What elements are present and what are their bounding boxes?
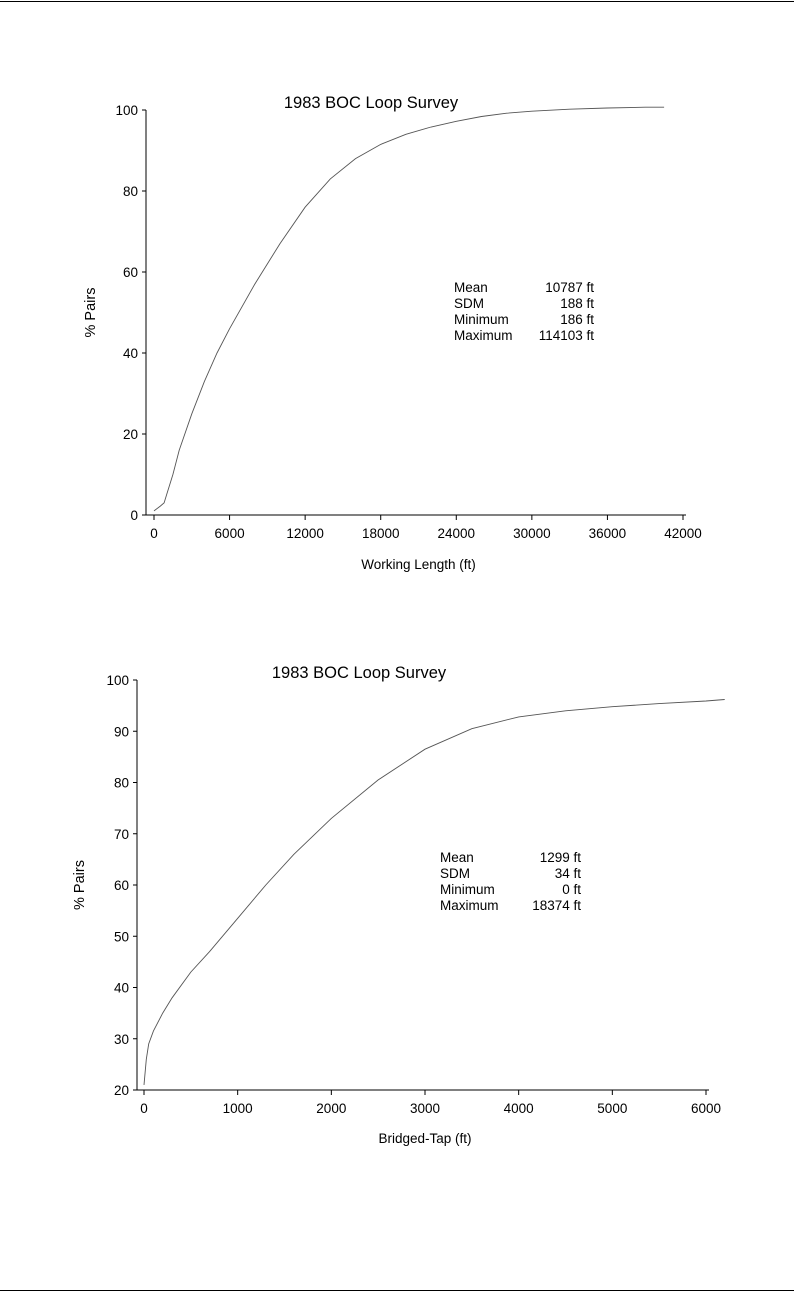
x-axis-label: Working Length (ft) bbox=[361, 557, 476, 572]
x-tick-label: 18000 bbox=[361, 526, 400, 541]
stat-label: SDM bbox=[454, 296, 484, 311]
x-tick-label: 2000 bbox=[316, 1101, 347, 1116]
page-bottom-rule bbox=[0, 1290, 794, 1291]
series-line bbox=[144, 700, 725, 1085]
x-tick-label: 0 bbox=[150, 526, 158, 541]
stat-value: 114103 ft bbox=[538, 328, 594, 343]
x-tick-label: 4000 bbox=[503, 1101, 534, 1116]
stat-label: Mean bbox=[454, 280, 488, 295]
x-tick-label: 1000 bbox=[222, 1101, 253, 1116]
stat-value: 0 ft bbox=[562, 882, 581, 897]
stat-value: 188 ft bbox=[560, 296, 594, 311]
y-tick-label: 80 bbox=[122, 184, 138, 199]
y-tick-label: 20 bbox=[113, 1083, 129, 1098]
stat-value: 10787 ft bbox=[545, 280, 594, 295]
stat-value: 186 ft bbox=[560, 312, 594, 327]
y-tick-label: 0 bbox=[130, 508, 138, 523]
x-tick-label: 30000 bbox=[513, 526, 551, 541]
stat-label: Mean bbox=[440, 850, 474, 865]
x-tick-label: 12000 bbox=[286, 526, 324, 541]
chart-title: 1983 BOC Loop Survey bbox=[271, 664, 447, 682]
x-tick-label: 3000 bbox=[409, 1101, 441, 1116]
y-tick-label: 70 bbox=[113, 826, 129, 842]
y-tick-label: 80 bbox=[113, 775, 129, 791]
x-tick-label: 42000 bbox=[664, 526, 702, 541]
stat-value: 18374 ft bbox=[532, 898, 581, 913]
y-axis-label: % Pairs bbox=[83, 287, 99, 338]
y-tick-label: 20 bbox=[122, 427, 138, 442]
y-tick-label: 100 bbox=[106, 673, 129, 688]
y-tick-label: 60 bbox=[122, 265, 138, 280]
stat-label: SDM bbox=[440, 866, 470, 881]
stat-label: Maximum bbox=[454, 328, 513, 343]
y-axis-label: % Pairs bbox=[72, 860, 88, 910]
x-tick-label: 36000 bbox=[588, 526, 627, 541]
x-tick-label: 6000 bbox=[690, 1101, 722, 1116]
chart-bridged-tap bbox=[0, 600, 794, 1200]
stat-label: Maximum bbox=[440, 898, 499, 913]
y-tick-label: 100 bbox=[115, 103, 138, 118]
x-tick-label: 0 bbox=[140, 1101, 148, 1116]
y-tick-label: 50 bbox=[113, 929, 129, 945]
chart-title: 1983 BOC Loop Survey bbox=[283, 94, 459, 112]
y-tick-label: 40 bbox=[122, 346, 138, 361]
x-tick-label: 24000 bbox=[437, 526, 476, 541]
y-tick-label: 90 bbox=[113, 724, 129, 740]
chart-working-length bbox=[0, 0, 794, 600]
stat-value: 34 ft bbox=[554, 866, 581, 881]
stat-label: Minimum bbox=[454, 312, 509, 327]
y-tick-label: 60 bbox=[113, 878, 129, 893]
y-tick-label: 40 bbox=[113, 980, 129, 996]
stat-value: 1299 ft bbox=[539, 850, 581, 865]
x-tick-label: 6000 bbox=[214, 526, 245, 541]
stat-label: Minimum bbox=[440, 882, 495, 897]
y-tick-label: 30 bbox=[113, 1031, 129, 1047]
x-tick-label: 5000 bbox=[597, 1101, 628, 1116]
x-axis-label: Bridged-Tap (ft) bbox=[378, 1131, 472, 1146]
